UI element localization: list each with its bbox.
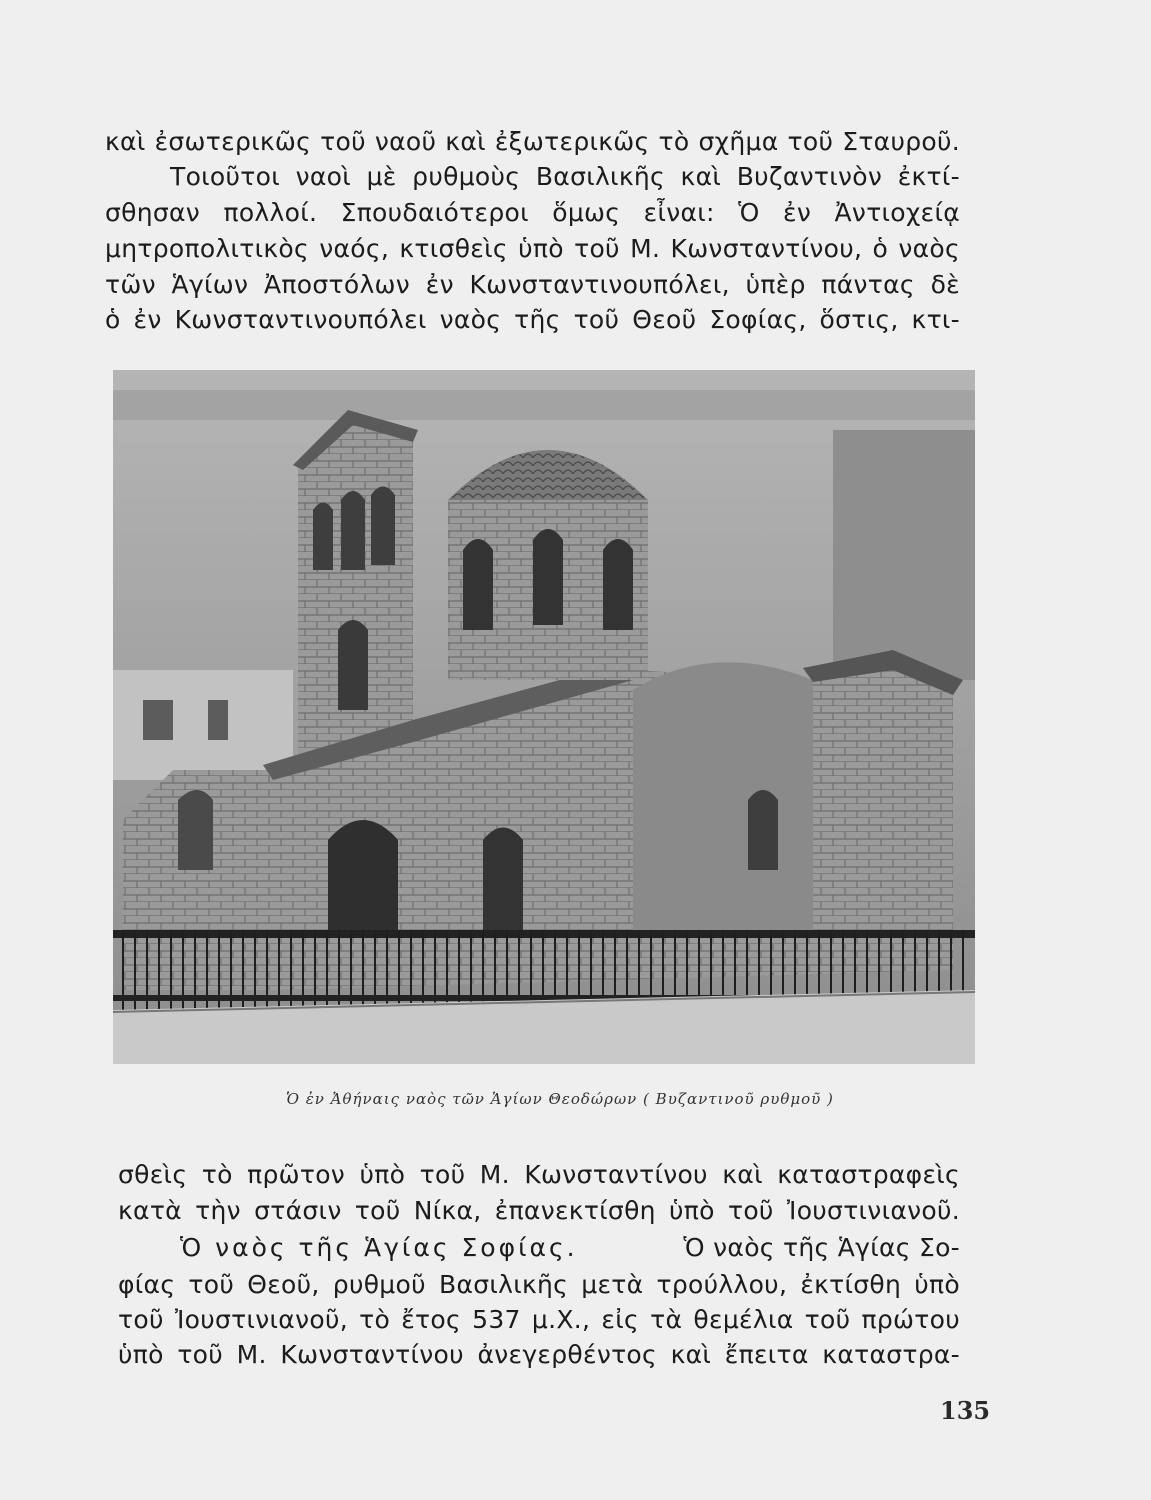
text-line: Τοιοῦτοι ναοὶ μὲ ρυθμοὺς Βασιλικῆς καὶ Βυζαντινὸν ἐκτί- [170,162,960,191]
text-line: μητροπολιτικὸς ναός, κτισθεὶς ὑπὸ τοῦ Μ. Κωνσταντίνου, ὁ ναὸς [105,234,960,263]
figure-caption: Ὁ ἐν Ἀθήναις ναὸς τῶν Ἁγίων Θεοδώρων ( Βυζαντινοῦ ρυθμοῦ ) [286,1090,834,1108]
text-line: σθεὶς τὸ πρῶτον ὑπὸ τοῦ Μ. Κωνσταντίνου καὶ καταστραφεὶς [118,1160,960,1189]
text-line: τῶν Ἁγίων Ἀποστόλων ἐν Κωνσταντινουπόλει, ὑπὲρ πάντας δὲ [105,270,960,299]
text-line: τοῦ Ἰουστινιανοῦ, τὸ ἔτος 537 μ.Χ., εἰς τὰ θεμέλια τοῦ πρώτου [118,1305,960,1334]
section-heading-continuation: Ὁ ναὸς τῆς Ἁγίας Σο- [683,1233,960,1262]
text-line: ὁ ἐν Κωνσταντινουπόλει ναὸς τῆς τοῦ Θεοῦ Σοφίας, ὅστις, κτι- [105,305,960,334]
text-line: φίας τοῦ Θεοῦ, ρυθμοῦ Βασιλικῆς μετὰ τρούλλου, ἐκτίσθη ὑπὸ [118,1270,960,1299]
section-heading-line [180,1231,960,1265]
page-number: 135 [940,1396,991,1425]
church-photo-icon [113,370,975,1064]
section-heading: Ὁ ναὸς τῆς Ἁγίας Σοφίας. [180,1233,578,1262]
church-photo [113,370,975,1064]
text-line: ὑπὸ τοῦ Μ. Κωνσταντίνου ἀνεγερθέντος καὶ ἔπειτα καταστρα- [118,1340,960,1369]
text-line: κατὰ τὴν στάσιν τοῦ Νίκα, ἐπανεκτίσθη ὑπὸ τοῦ Ἰουστινιανοῦ. [118,1196,960,1225]
text-line: σθησαν πολλοί. Σπουδαιότεροι ὅμως εἶναι: Ὁ ἐν Ἀντιοχείᾳ [105,198,960,227]
text-line: καὶ ἐσωτερικῶς τοῦ ναοῦ καὶ ἐξωτερικῶς τὸ σχῆμα τοῦ Σταυροῦ. [105,127,960,156]
